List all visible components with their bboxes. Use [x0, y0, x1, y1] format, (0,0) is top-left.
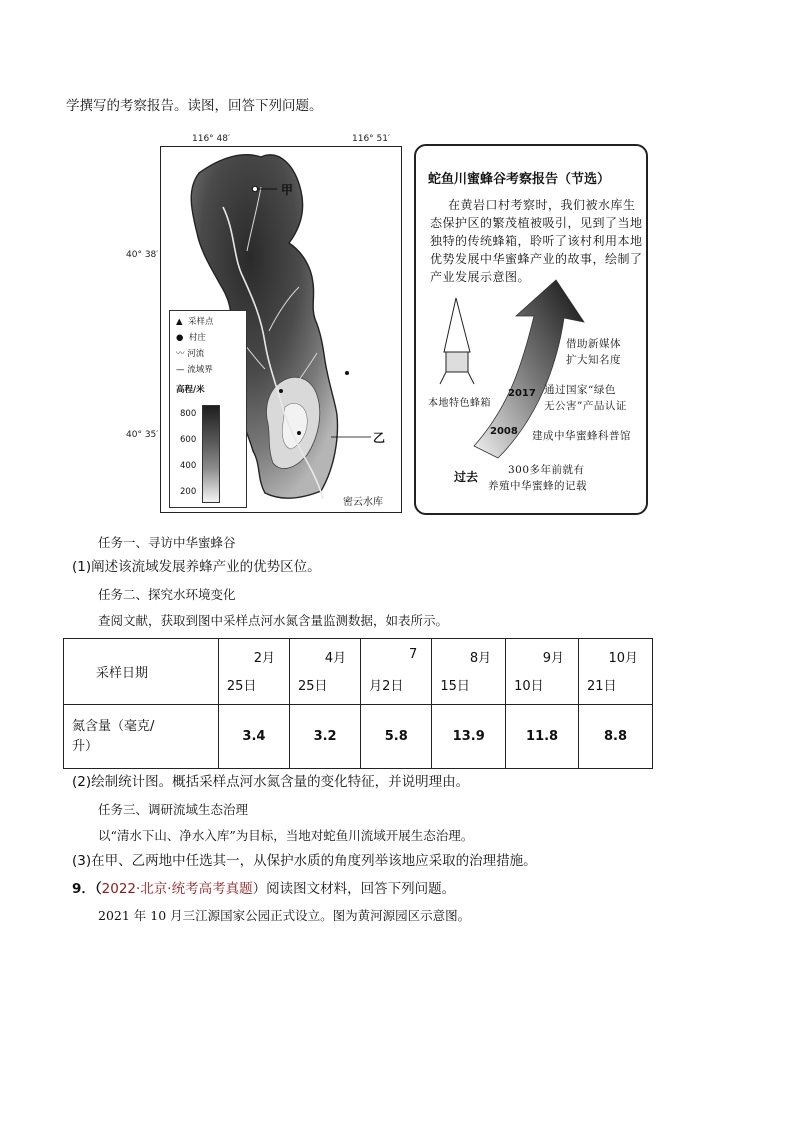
task3-text: 以“清水下山、净水入库”为目标，当地对蛇鱼川流域开展生态治理。: [98, 828, 474, 843]
date-cell: [579, 639, 653, 705]
date-cell: [290, 639, 361, 705]
green-line: 通过国家“绿色: [544, 384, 616, 396]
report-para-line: 独特的传统蜂箱，聆听了该村利用本地: [430, 234, 643, 248]
history-line: 养殖中华蜜蜂的记载: [488, 480, 587, 492]
task3-title: 任务三、调研流域生态治理: [98, 802, 249, 817]
report-para-line: 优势发展中华蜜蜂产业的故事，绘制了: [430, 252, 643, 266]
longitude-right: 116° 51′: [352, 134, 391, 144]
date-day: 月2日: [369, 679, 404, 694]
header-label: 采样日期: [96, 666, 149, 681]
triangle-icon: ▲: [176, 317, 183, 327]
past-label: 过去: [454, 470, 479, 484]
date-month: 2月: [253, 651, 275, 666]
question-9: [72, 880, 455, 898]
report-para-line: 产业发展示意图。: [430, 270, 531, 284]
report-para-line: 在黄岩口村考察时，我们被水库生: [448, 198, 636, 212]
history-line: 300多年前就有: [508, 464, 585, 476]
intro-line: 学撰写的考察报告。读图，回答下列问题。: [66, 98, 323, 114]
date-month: 8月: [469, 651, 492, 666]
question-2: (2)绘制统计图。概括采样点河水氮含量的变化特征，并说明理由。: [72, 774, 470, 790]
row-label-cell: [64, 705, 219, 769]
date-day: 21日: [587, 679, 617, 694]
latitude-top: 40° 38′: [126, 250, 159, 260]
village-jia-marker: [252, 186, 257, 191]
legend-basin: 流域界: [187, 365, 213, 375]
village-marker: [279, 389, 283, 393]
date-month: 4月: [324, 651, 347, 666]
label-yi: 乙: [373, 431, 386, 445]
year-2008: 2008: [490, 426, 518, 437]
value-cell: 3.4: [218, 705, 289, 769]
value-cell: 11.8: [506, 705, 579, 769]
date-cell: [361, 639, 432, 705]
value-cell: 3.2: [290, 705, 361, 769]
elev-tick: 400: [180, 461, 197, 471]
longitude-left: 116° 48′: [192, 134, 231, 144]
elev-tick: 200: [180, 487, 197, 497]
question-3: (3)在甲、乙两地中任选其一，从保护水质的角度列举该地应采取的治理措施。: [72, 853, 537, 869]
elev-tick: 800: [180, 409, 197, 419]
boundary-icon: —: [176, 365, 185, 375]
table-row: [64, 639, 653, 705]
question-1: (1)阐述该流域发展养蜂产业的优势区位。: [72, 559, 321, 575]
legend-river: 河流: [187, 349, 205, 359]
dot-icon: ●: [176, 333, 184, 343]
hive-leg: [440, 372, 446, 384]
latitude-bottom: 40° 35′: [126, 430, 159, 440]
value-cell: 8.8: [579, 705, 653, 769]
date-day: 25日: [298, 679, 328, 694]
header-label-cell: [64, 639, 219, 705]
report-box: [414, 144, 648, 515]
hive-body: [446, 352, 468, 372]
hive-roof: [444, 298, 470, 352]
q9-source: 2022·北京·统考高考真题: [101, 881, 253, 897]
hive-caption: 本地特色蜂箱: [428, 398, 491, 409]
q9-text: 2021 年 10 月三江源国家公园正式设立。图为黄河源园区示意图。: [98, 908, 471, 923]
date-cell: [432, 639, 506, 705]
date-cell: [218, 639, 289, 705]
industry-diagram: [416, 146, 646, 513]
village-marker: [345, 371, 349, 375]
q9-number: 9．（: [72, 881, 102, 897]
date-cell: [506, 639, 579, 705]
legend-village: 村庄: [188, 333, 206, 343]
media-line: 扩大知名度: [566, 354, 621, 366]
legend-sample: 采样点: [187, 317, 214, 327]
date-day: 25日: [226, 679, 257, 694]
report-title: 蛇鱼川蜜蜂谷考察报告（节选）: [428, 172, 611, 187]
date-day: 15日: [440, 679, 470, 694]
date-month: 9月: [542, 651, 565, 666]
report-para-line: 态保护区的繁茂植被吸引，见到了当地: [430, 216, 643, 230]
basin-map: [160, 146, 402, 513]
elev-tick: 600: [180, 435, 197, 445]
map-legend: [169, 310, 247, 508]
museum-line: 建成中华蜜蜂科普馆: [532, 430, 631, 442]
nitrogen-table: [63, 638, 653, 769]
year-2017: 2017: [508, 388, 536, 399]
elevation-scale-bar: [202, 405, 220, 503]
village-marker: [297, 431, 301, 435]
row-label: 升）: [72, 738, 99, 754]
legend-elev-title: 高程/米: [176, 385, 205, 395]
date-month: 7: [409, 647, 418, 662]
value-cell: 13.9: [432, 705, 506, 769]
task2-text: 查阅文献，获取到图中采样点河水氮含量监测数据，如表所示。: [98, 613, 449, 628]
media-line: 借助新媒体: [566, 338, 621, 350]
task2-title: 任务二、探究水环境变化: [98, 587, 236, 602]
row-label: 氮含量（毫克/: [72, 718, 155, 734]
label-jia: 甲: [281, 183, 294, 197]
table-row: [64, 705, 653, 769]
date-day: 10日: [514, 679, 544, 694]
q9-instruction: ）阅读图文材料，回答下列问题。: [252, 881, 456, 897]
reservoir-label: 密云水库: [343, 497, 383, 508]
river-icon: 〰: [176, 349, 185, 359]
date-month: 10月: [608, 651, 638, 666]
value-cell: 5.8: [361, 705, 432, 769]
hive-leg: [468, 372, 474, 384]
green-line: 无公害”产品认证: [544, 400, 627, 412]
task1-title: 任务一、寻访中华蜜蜂谷: [98, 535, 236, 550]
